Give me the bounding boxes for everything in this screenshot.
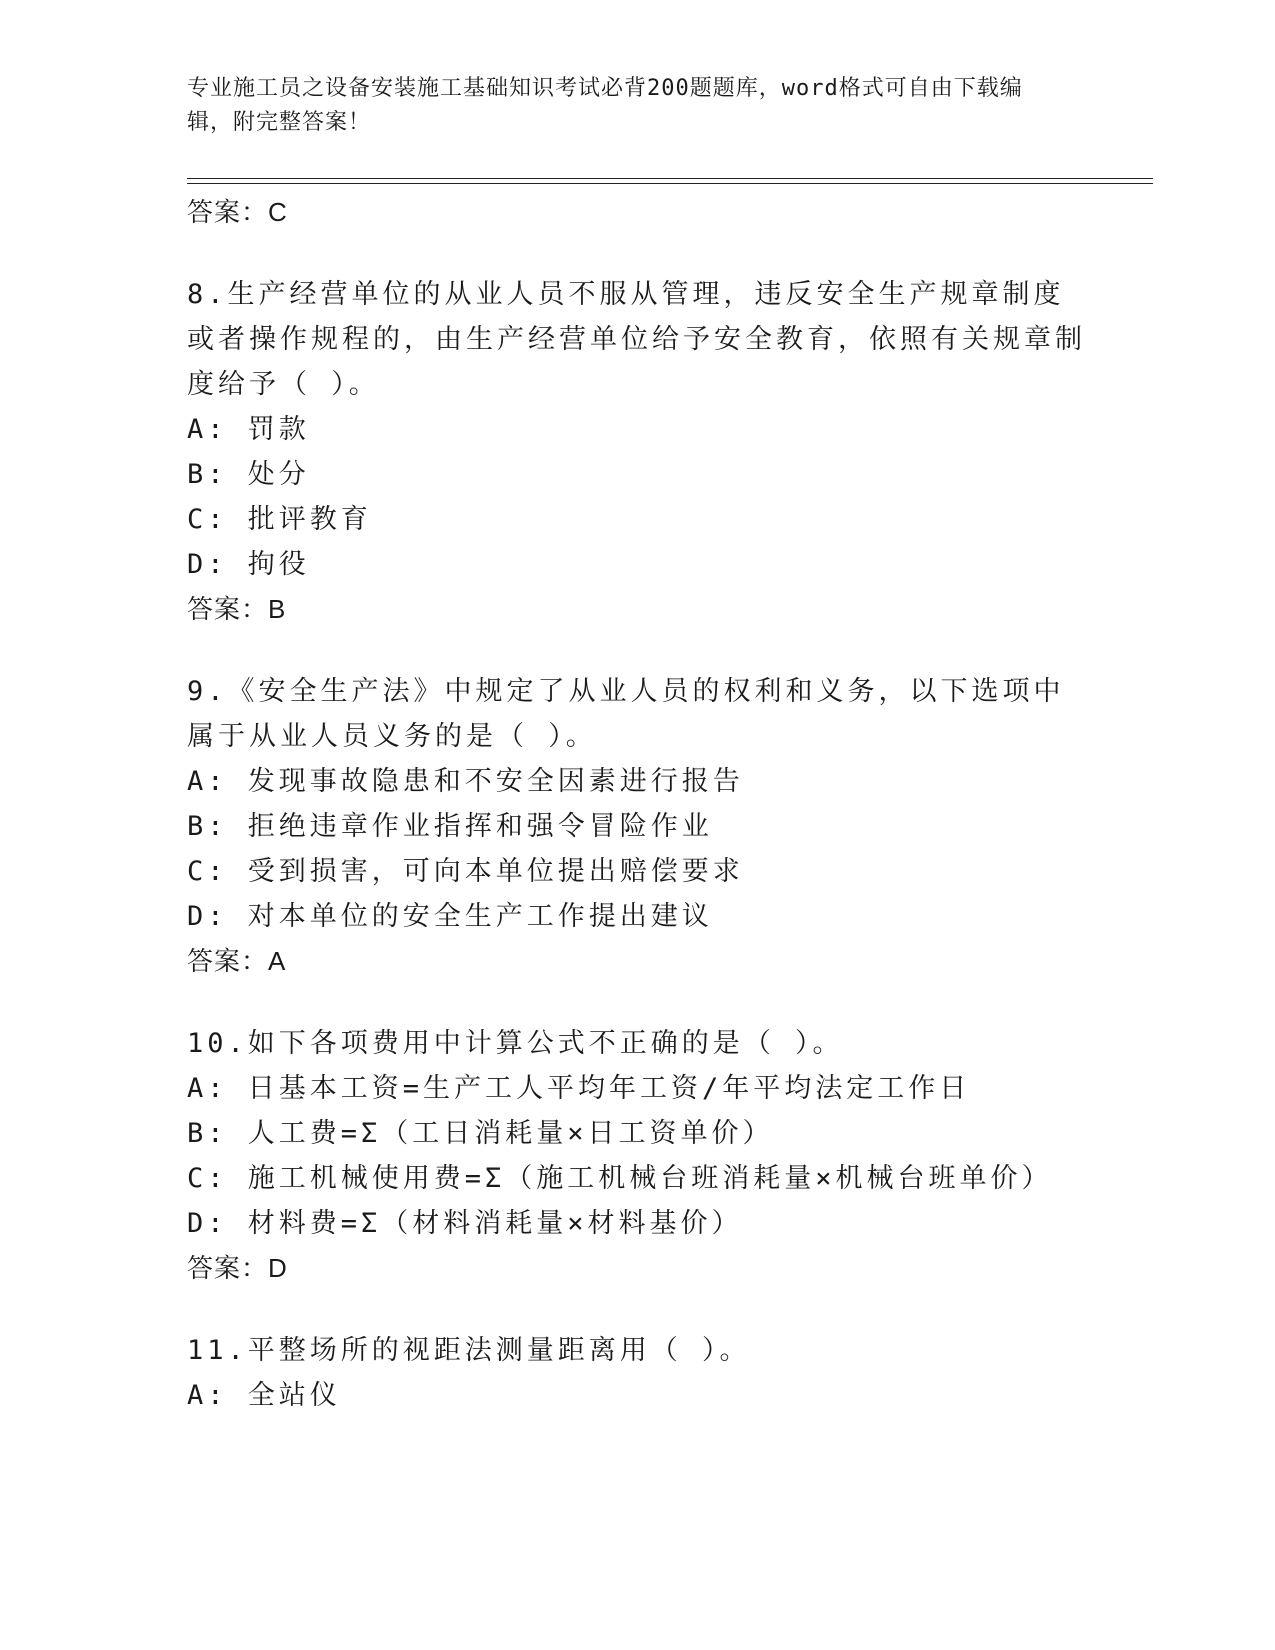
option-c: C: 受到损害，可向本单位提出赔偿要求 bbox=[187, 856, 744, 887]
answer-label: 答案： bbox=[187, 595, 269, 625]
question-text: 9.《安全生产法》中规定了从业人员的权利和义务，以下选项中属于从业人员义务的是（ ）。 bbox=[187, 676, 1065, 752]
answer-line bbox=[187, 587, 1087, 631]
option-d: D: 对本单位的安全生产工作提出建议 bbox=[187, 901, 713, 932]
option-c: C: 批评教育 bbox=[187, 504, 372, 535]
question-10 bbox=[187, 1021, 1087, 1290]
option-d: D: 拘役 bbox=[187, 549, 310, 580]
document-header bbox=[187, 72, 1067, 140]
answer-label: 答案： bbox=[187, 947, 269, 977]
answer-line bbox=[187, 190, 1087, 234]
question-9 bbox=[187, 669, 1087, 983]
option-b: B: 处分 bbox=[187, 459, 310, 490]
header-divider-top bbox=[187, 178, 1153, 179]
answer-value: B bbox=[268, 594, 287, 624]
option-c: C: 施工机械使用费=Σ（施工机械台班消耗量×机械台班单价） bbox=[187, 1163, 1053, 1194]
header-divider-bottom bbox=[187, 183, 1153, 184]
question-list bbox=[187, 190, 1087, 1418]
question-text: 11.平整场所的视距法测量距离用（ ）。 bbox=[187, 1335, 751, 1366]
answer-label: 答案： bbox=[187, 1254, 269, 1284]
option-a: A: 日基本工资=生产工人平均年工资/年平均法定工作日 bbox=[187, 1073, 971, 1104]
answer-value: D bbox=[268, 1253, 288, 1283]
question-8 bbox=[187, 272, 1087, 631]
document-title: 专业施工员之设备安装施工基础知识考试必背200题题库，word格式可自由下载编辑，附完整答案！ bbox=[187, 76, 1023, 135]
option-b: B: 拒绝违章作业指挥和强令冒险作业 bbox=[187, 811, 713, 842]
option-a: A: 全站仪 bbox=[187, 1380, 341, 1411]
answer-value: A bbox=[268, 946, 287, 976]
option-b: B: 人工费=Σ（工日消耗量×日工资单价） bbox=[187, 1118, 774, 1149]
answer-value: C bbox=[268, 197, 288, 227]
option-a: A: 罚款 bbox=[187, 414, 310, 445]
option-d: D: 材料费=Σ（材料消耗量×材料基价） bbox=[187, 1208, 743, 1239]
question-text: 8.生产经营单位的从业人员不服从管理，违反安全生产规章制度或者操作规程的，由生产经营单位给予安全教育，依照有关规章制度给予（ ）。 bbox=[187, 279, 1086, 400]
answer-label: 答案： bbox=[187, 198, 269, 228]
answer-line bbox=[187, 1246, 1087, 1290]
option-a: A: 发现事故隐患和不安全因素进行报告 bbox=[187, 766, 744, 797]
question-11 bbox=[187, 1328, 1087, 1418]
answer-line bbox=[187, 939, 1087, 983]
question-text: 10.如下各项费用中计算公式不正确的是（ ）。 bbox=[187, 1028, 844, 1059]
